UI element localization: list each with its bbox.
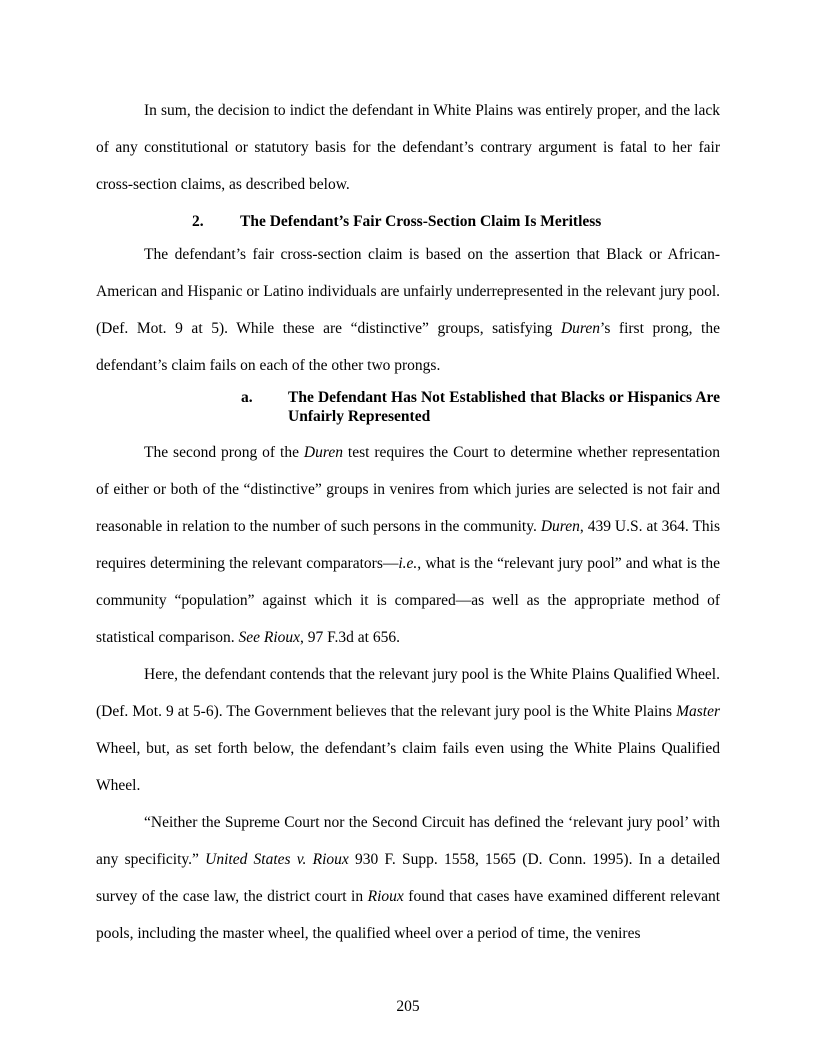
case-name: Duren bbox=[303, 444, 343, 461]
case-name: Rioux bbox=[367, 888, 404, 905]
heading-text: The Defendant’s Fair Cross-Section Claim Is Meritless bbox=[240, 213, 602, 230]
paragraph-text: In sum, the decision to indict the defendant in White Plains was entirely proper, and the lack of any constitutional or statutory basis for the defendant’s contrary argument is fatal to her fair cross-section claims, as described below. bbox=[96, 102, 720, 193]
paragraph-text: 930 F. Supp. 1558, 1565 (D. Conn. 1995). In a detailed survey of the case law, the district court in bbox=[96, 851, 720, 905]
paragraph-text: “Neither the Supreme Court nor the Second Circuit has defined the ‘relevant jury pool’ with any specificity.” bbox=[96, 814, 720, 868]
heading-number: 2. bbox=[192, 213, 204, 230]
heading-number: a. bbox=[241, 389, 253, 406]
paragraph-text: The defendant’s fair cross-section claim is based on the assertion that Black or African-American and Hispanic or Latino individuals are unfairly underrepresented in the relevant jury pool. (Def. Mot. 9 at 5). While these are “distinctive” groups, satisfying bbox=[96, 246, 720, 337]
page-number: 205 bbox=[396, 998, 420, 1015]
section-heading-2 bbox=[96, 203, 720, 236]
document-page bbox=[96, 92, 720, 952]
paragraph-text: ’s first prong, the defendant’s claim fails on each of the other two prongs. bbox=[96, 320, 720, 374]
paragraph-text: , what is the “relevant jury pool” and what is the community “population” against which it is compared—as well as the appropriate method of statistical comparison. bbox=[96, 555, 720, 646]
paragraph-text: The second prong of the bbox=[144, 444, 304, 461]
latin-abbrev: i.e. bbox=[398, 555, 418, 572]
subsection-heading-a bbox=[96, 388, 720, 434]
paragraph-text: , 97 F.3d at 656. bbox=[300, 629, 400, 646]
paragraph-rioux bbox=[96, 804, 720, 952]
paragraph-text: Wheel, but, as set forth below, the defendant’s claim fails even using the White Plains Qualified Wheel. bbox=[96, 740, 720, 794]
case-name: Duren bbox=[560, 320, 601, 337]
paragraph-text: Here, the defendant contends that the relevant jury pool is the White Plains Qualified Wheel. (Def. Mot. 9 at 5-6). The Government believes that the relevant jury pool is the White Plains bbox=[96, 666, 720, 720]
citation-signal: See Rioux bbox=[238, 629, 301, 646]
paragraph-second-prong bbox=[96, 434, 720, 656]
case-name: Duren bbox=[540, 518, 580, 535]
paragraph-text: , 439 U.S. at 364. This requires determining the relevant comparators— bbox=[96, 518, 720, 572]
paragraph-relevant-pool bbox=[96, 656, 720, 804]
heading-text: The Defendant Has Not Established that Blacks or Hispanics Are Unfairly Represented bbox=[288, 389, 720, 425]
paragraph-text: test requires the Court to determine whether representation of either or both of the “distinctive” groups in venires from which juries are selected is not fair and reasonable in relation to the number of such persons in the community. bbox=[96, 444, 720, 535]
paragraph-sum bbox=[96, 92, 720, 203]
paragraph-claim-basis bbox=[96, 236, 720, 384]
paragraph-text: found that cases have examined different relevant pools, including the master wheel, the qualified wheel over a period of time, the venires bbox=[96, 888, 720, 942]
emphasis: Master bbox=[676, 703, 720, 720]
case-name: United States v. Rioux bbox=[205, 851, 349, 868]
